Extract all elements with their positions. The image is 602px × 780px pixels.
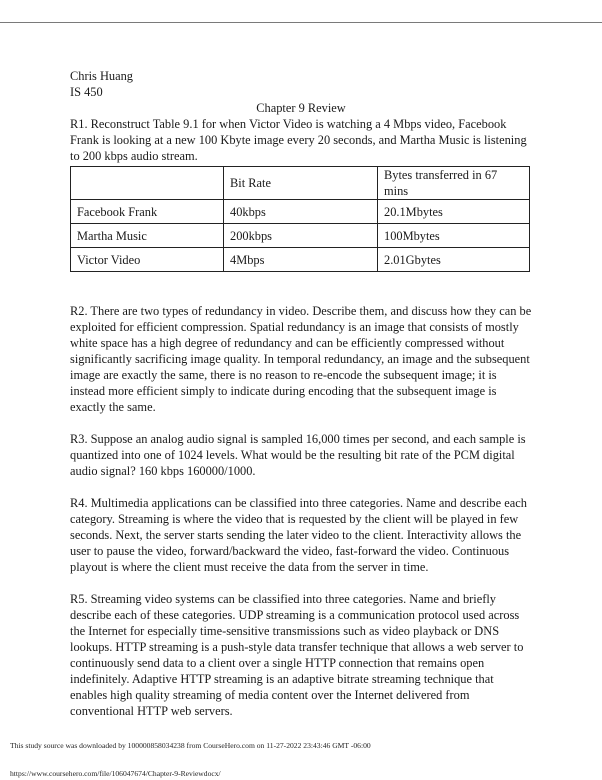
- table-header-row: [71, 167, 530, 200]
- answer-r5: R5. Streaming video systems can be classified into three categories. Name and briefly describe each of these categories. UDP streaming is a communication protocol used across the Internet for especially time-sensitive transmissions such as video playback or DNS lookups. HTTP streaming is a push-style data transfer technique that allows a web server to continuously send data to a client over a single HTTP connection that remains open indefinitely. Adaptive HTTP streaming is an adaptive bitrate streaming technique that enables high quality streaming of media content over the Internet delivered from conventional HTTP web servers.: [70, 592, 524, 718]
- table-cell: 40kbps: [224, 200, 378, 224]
- table-cell: Martha Music: [71, 224, 224, 248]
- document-body: [70, 68, 532, 719]
- table-cell: 4Mbps: [224, 248, 378, 272]
- answer-r4: R4. Multimedia applications can be classified into three categories. Name and describe each category. Streaming is where the video that is requested by the client will be played in few seconds. Next, the server starts sending the later video to the client. Interactivity allows the user to pause the video, forward/backward the video, fast-forward the video. Continuous playout is where the client must receive the data from the server in time.: [70, 496, 527, 574]
- table-row: [71, 200, 530, 224]
- table-cell: Victor Video: [71, 248, 224, 272]
- table-cell: 200kbps: [224, 224, 378, 248]
- table-row: [71, 248, 530, 272]
- document-title: Chapter 9 Review: [256, 101, 346, 115]
- course-code: IS 450: [70, 85, 103, 99]
- answer-r2: R2. There are two types of redundancy in video. Describe them, and discuss how they can be exploited for efficient compression. Spatial redundancy is an image that consists of mostly white space has a high degree of redundancy and can be efficiently compressed without significantly sacrificing image quality. In temporal redundancy, an image and the subsequent image are exactly the same, there is no reason to re-encode the subsequent image; it is instead more efficient simply to indicate during encoding that the subsequent image is exactly the same.: [70, 304, 532, 414]
- table-header-cell: Bit Rate: [224, 167, 378, 200]
- download-notice: This study source was downloaded by 100000858034238 from CourseHero.com on 11-27-2022 23:43:46 GMT -06:00: [10, 741, 371, 750]
- table-cell: 100Mbytes: [378, 224, 530, 248]
- question-r1: R1. Reconstruct Table 9.1 for when Victor Video is watching a 4 Mbps video, Facebook Frank is looking at a new 100 Kbyte image every 20 seconds, and Martha Music is listening to 200 kbps audio stream.: [70, 117, 527, 163]
- top-divider: [0, 22, 602, 23]
- author-name: Chris Huang: [70, 69, 133, 83]
- bitrate-table: [70, 166, 530, 272]
- table-cell: 2.01Gbytes: [378, 248, 530, 272]
- answer-r3: R3. Suppose an analog audio signal is sampled 16,000 times per second, and each sample is quantized into one of 1024 levels. What would be the resulting bit rate of the PCM digital audio signal? 160 kbps 160000/1000.: [70, 432, 526, 478]
- table-cell: Facebook Frank: [71, 200, 224, 224]
- table-header-cell: Bytes transferred in 67 mins: [378, 167, 530, 200]
- table-cell: 20.1Mbytes: [378, 200, 530, 224]
- table-header-cell: [71, 167, 224, 200]
- source-url[interactable]: https://www.coursehero.com/file/106047674/Chapter-9-Reviewdocx/: [10, 769, 221, 778]
- table-row: [71, 224, 530, 248]
